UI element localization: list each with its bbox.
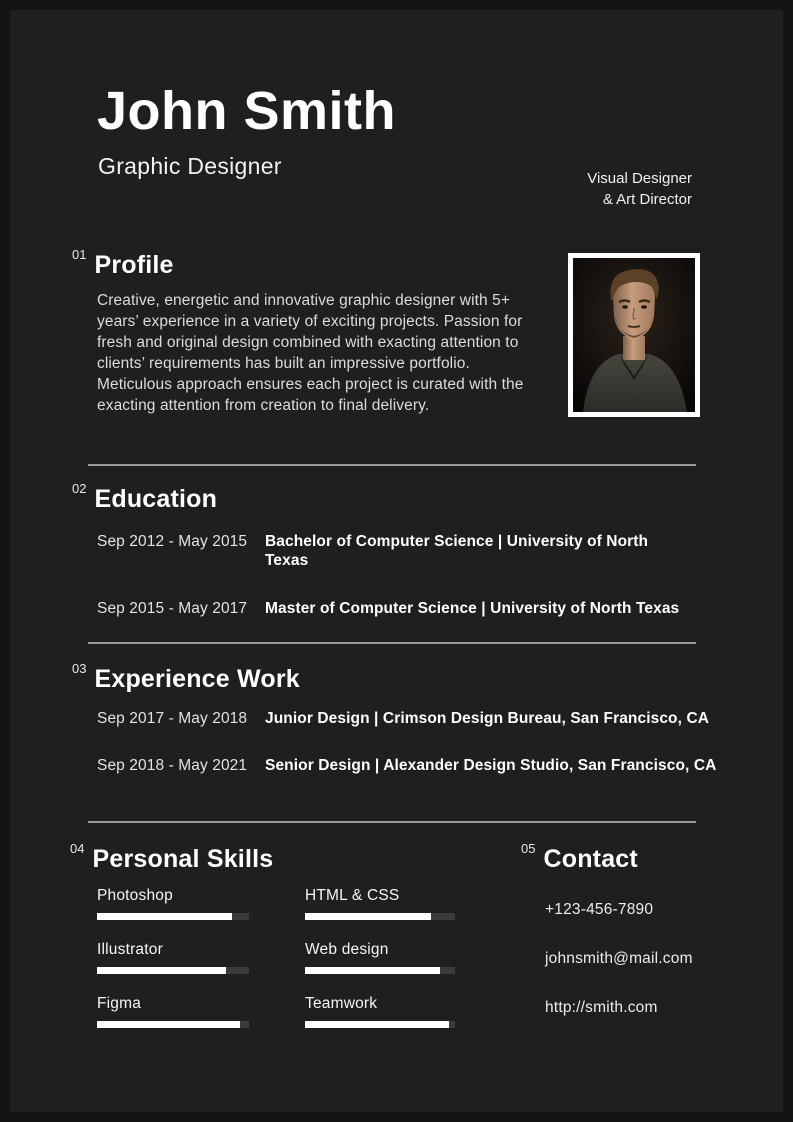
skill-bar-fill [97,1021,240,1028]
skill-bar-track [305,913,455,920]
contact-list [545,901,765,1048]
portrait-photo-image [573,258,695,412]
section-title-experience: Experience Work [94,665,300,693]
section-title-profile: Profile [94,251,174,279]
section-number: 02 [72,481,87,496]
section-number: 05 [521,841,536,856]
skill-item [305,941,455,974]
skill-label: Teamwork [305,995,378,1012]
skill-label: Web design [305,941,389,958]
experience-row [97,756,723,775]
skill-item [305,995,455,1028]
profile-paragraph: Creative, energetic and innovative graphic designer with 5+ years’ experience in a variety of exciting projects. Passion for fresh and original design combined with exacting attention to clients’ requirements has built an impressive portfolio. Meticulous approach ensures each project is curated with the exacting attention from creation to final delivery. [97,292,524,414]
tagline-line-2: & Art Director [602,191,692,208]
section-number: 03 [72,661,87,676]
skill-bar-fill [305,1021,449,1028]
education-dates: Sep 2012 - May 2015 [97,533,248,550]
tagline-line-1: Visual Designer [587,170,692,187]
tagline [587,168,692,210]
section-title-contact: Contact [543,845,638,873]
education-detail: Bachelor of Computer Science | University of North Texas [265,533,649,569]
skill-bar-fill [97,967,226,974]
experience-rows [97,709,723,803]
skill-bar-fill [305,913,431,920]
section-divider [88,464,696,466]
section-contact-heading [521,840,638,872]
person-role: Graphic Designer [98,153,282,179]
section-number: 04 [70,841,85,856]
section-skills-heading [70,840,273,872]
portrait-photo [568,253,700,417]
education-dates: Sep 2015 - May 2017 [97,600,248,617]
education-row [97,532,693,570]
experience-row [97,709,723,728]
skill-bar-track [97,913,249,920]
contact-item[interactable]: +123-456-7890 [545,901,654,918]
section-experience-heading [72,660,300,692]
section-education-heading [72,480,217,512]
section-divider [88,821,696,823]
skill-item [97,941,249,974]
skill-label: Figma [97,995,142,1012]
skill-item [97,995,249,1028]
section-title-skills: Personal Skills [92,845,274,873]
section-divider [88,642,696,644]
skill-bar-track [305,967,455,974]
contact-item[interactable]: http://smith.com [545,999,658,1016]
person-name: John Smith [97,81,396,141]
skills-column-left [97,887,249,1049]
experience-detail: Junior Design | Crimson Design Bureau, San Francisco, CA [265,710,710,727]
experience-detail: Senior Design | Alexander Design Studio, San Francisco, CA [265,757,717,774]
section-title-education: Education [94,485,218,513]
skill-label: HTML & CSS [305,887,400,904]
skill-item [97,887,249,920]
education-detail: Master of Computer Science | University of North Texas [265,600,680,617]
skill-bar-track [305,1021,455,1028]
skill-bar-fill [97,913,232,920]
skill-bar-track [97,1021,249,1028]
contact-item[interactable]: johnsmith@mail.com [545,950,693,967]
section-profile-heading [72,246,174,278]
section-number: 01 [72,247,87,262]
education-row [97,599,693,618]
skill-bar-track [97,967,249,974]
skill-bar-fill [305,967,440,974]
experience-dates: Sep 2018 - May 2021 [97,757,248,774]
education-rows [97,532,693,647]
skill-label: Photoshop [97,887,173,904]
skills-column-right [305,887,455,1049]
experience-dates: Sep 2017 - May 2018 [97,710,248,727]
skill-label: Illustrator [97,941,163,958]
skill-item [305,887,455,920]
